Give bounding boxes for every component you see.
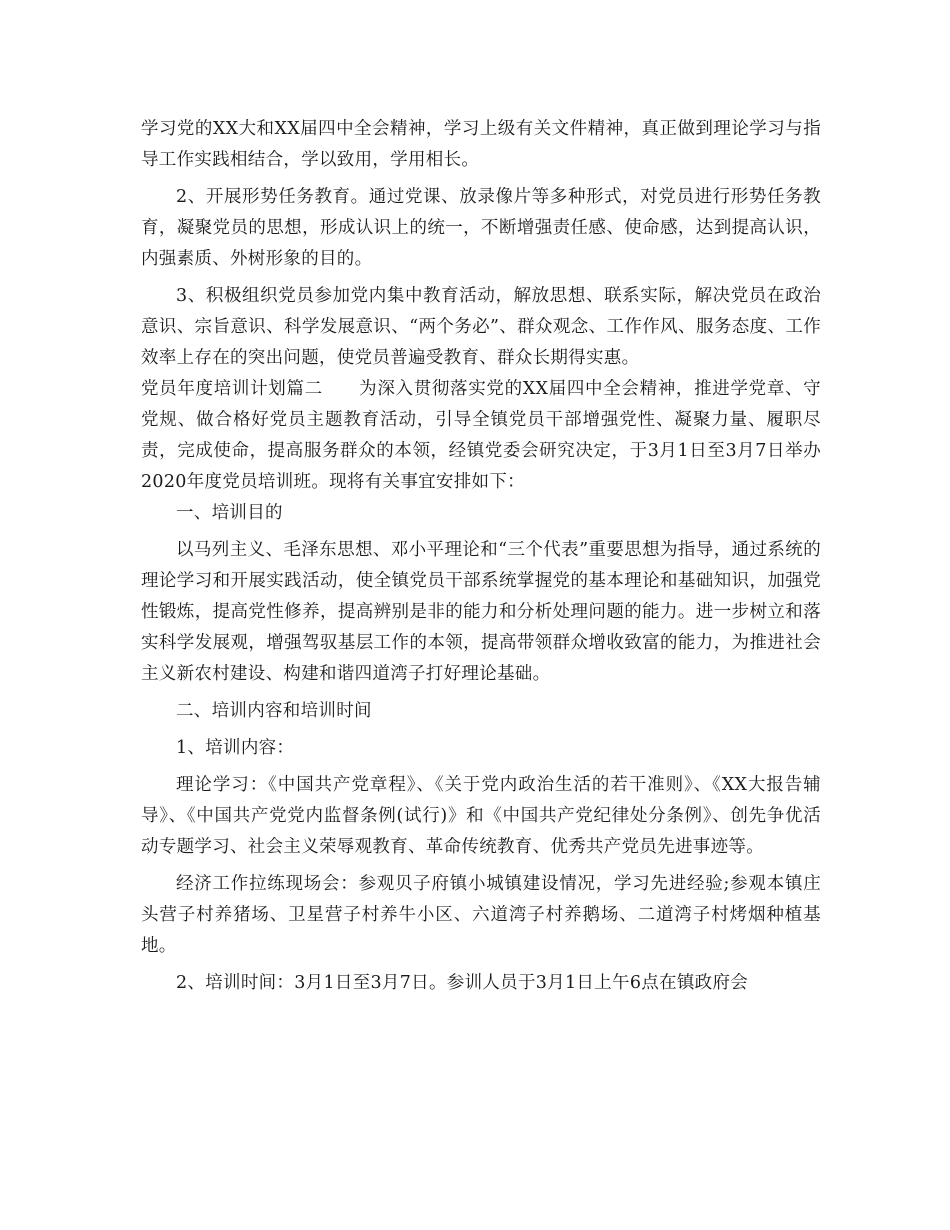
heading-training-content-time: 二、培训内容和培训时间 [176,701,372,721]
heading-training-purpose: 一、培训目的 [176,503,283,523]
paragraph-training-time: 2、培训时间：3月1日至3月7日。参训人员于3月1日上午6点在镇政府会 [176,973,749,993]
heading-training-content: 1、培训内容： [176,738,295,758]
section-intro-paragraph: 党员年度培训计划篇二 为深入贯彻落实党的XX届四中全会精神，推进学党章、守党规、做合格好党员主题教育活动，引导全镇党员干部增强党性、凝聚力量、履职尽责，完成使命，提高服务群众的本领，经镇党委会研究决定，于3月1日至3月7日举办2020年度党员培训班。现将有关事宜安排如下： [141,379,821,492]
paragraph-training-purpose: 以马列主义、毛泽东思想、邓小平理论和“三个代表”重要思想为指导，通过系统的理论学习和开展实践活动，使全镇党员干部系统掌握党的基本理论和基础知识，加强党性锻炼，提高党性修养，提高辨别是非的能力和分析处理问题的能力。进一步树立和落实科学发展观，增强驾驭基层工作的本领，提高带领群众增收致富的能力，为推进社会主义新农村建设、构建和谐四道湾子打好理论基础。 [141,540,821,684]
paragraph-3: 3、积极组织党员参加党内集中教育活动，解放思想、联系实际，解决党员在政治意识、宗旨意识、科学发展意识、“两个务必”、群众观念、工作作风、服务态度、工作效率上存在的突出问题，使党员普遍受教育、群众长期得实惠。 [141,286,821,368]
paragraph-field-meeting: 经济工作拉练现场会：参观贝子府镇小城镇建设情况，学习先进经验;参观本镇庄头营子村养猪场、卫星营子村养牛小区、六道湾子村养鹅场、二道湾子村烤烟种植基地。 [141,874,821,956]
paragraph-1: 学习党的XX大和XX届四中全会精神，学习上级有关文件精神，真正做到理论学习与指导工作实践相结合，学以致用，学用相长。 [141,119,821,170]
document-body [141,114,821,1005]
paragraph-2: 2、开展形势任务教育。通过党课、放录像片等多种形式，对党员进行形势任务教育，凝聚党员的思想，形成认识上的统一，不断增强责任感、使命感，达到提高认识，内强素质、外树形象的目的。 [141,187,821,269]
paragraph-theory-study: 理论学习：《中国共产党章程》、《关于党内政治生活的若干准则》、《XX大报告辅导》、《中国共产党党内监督条例(试行)》和《中国共产党纪律处分条例》、创先争优活动专题学习、社会主义荣辱观教育、革命传统教育、优秀共产党员先进事迹等。 [141,775,821,857]
